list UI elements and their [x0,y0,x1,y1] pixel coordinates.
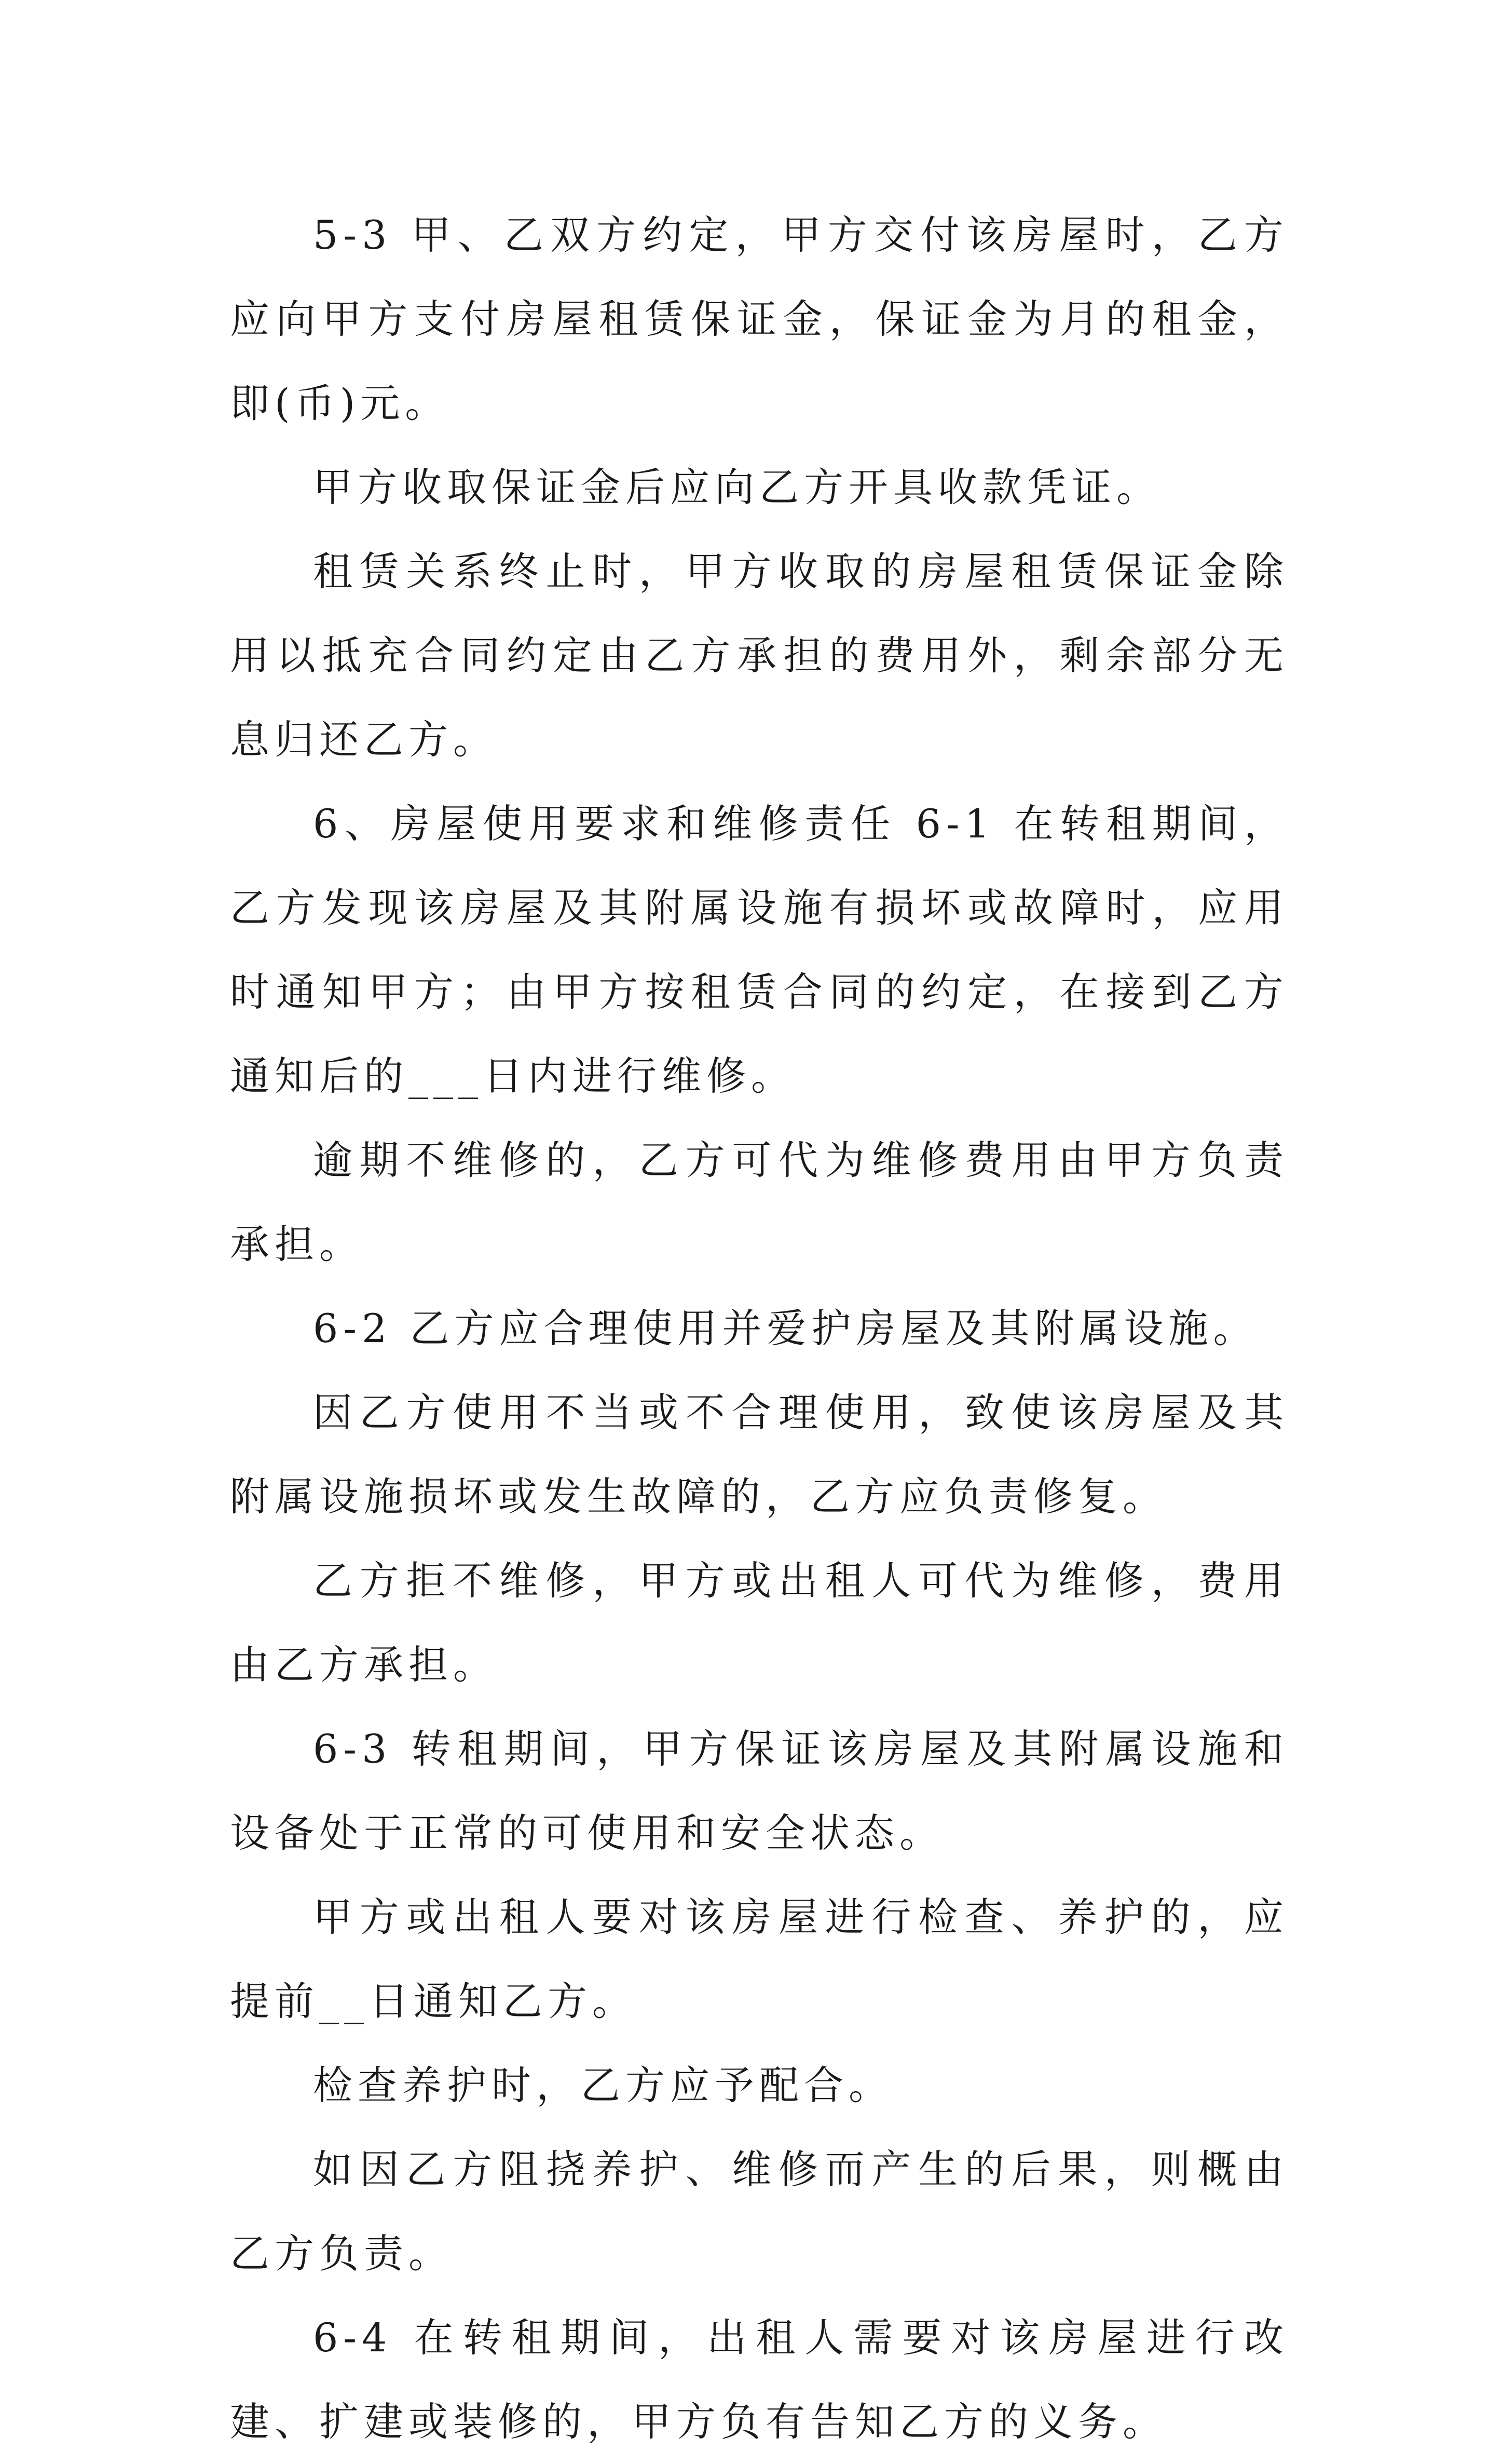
paragraph-6-1: 6、房屋使用要求和维修责任 6-1 在转租期间，乙方发现该房屋及其附属设施有损坏或故障时，应用时通知甲方；由甲方按租赁合同的约定，在接到乙方通知后的___日内进行维修。 [230,801,1289,1099]
paragraph-deposit-return: 租赁关系终止时，甲方收取的房屋租赁保证金除用以抵充合同约定由乙方承担的费用外，剩余部分无息归还乙方。 [230,548,1289,763]
paragraph-overdue-repair: 逾期不维修的，乙方可代为维修费用由甲方负责承担。 [230,1137,1289,1267]
paragraph-improper-use: 因乙方使用不当或不合理使用，致使该房屋及其附属设施损坏或发生故障的，乙方应负责修复。 [230,1389,1289,1520]
paragraph-6-4: 6-4 在转租期间，出租人需要对该房屋进行改建、扩建或装修的，甲方负有告知乙方的义务。 [230,2314,1289,2445]
paragraph-inspection-notice: 甲方或出租人要对该房屋进行检查、养护的，应提前__日通知乙方。 [230,1894,1289,2024]
paragraph-obstruction: 如因乙方阻挠养护、维修而产生的后果，则概由乙方负责。 [230,2146,1289,2277]
paragraph-6-2: 6-2 乙方应合理使用并爱护房屋及其附属设施。 [313,1305,1258,1351]
paragraph-6-3: 6-3 转租期间，甲方保证该房屋及其附属设施和设备处于正常的可使用和安全状态。 [230,1726,1289,1856]
paragraph-cooperate: 检查养护时，乙方应予配合。 [313,2062,893,2108]
document-body [230,193,1289,2464]
paragraph-5-3: 5-3 甲、乙双方约定，甲方交付该房屋时，乙方应向甲方支付房屋租赁保证金，保证金为月的租金，即(币)元。 [230,212,1289,426]
paragraph-deposit-receipt: 甲方收取保证金后应向乙方开具收款凭证。 [313,464,1161,510]
paragraph-refuse-repair: 乙方拒不维修，甲方或出租人可代为维修，费用由乙方承担。 [230,1558,1289,1688]
